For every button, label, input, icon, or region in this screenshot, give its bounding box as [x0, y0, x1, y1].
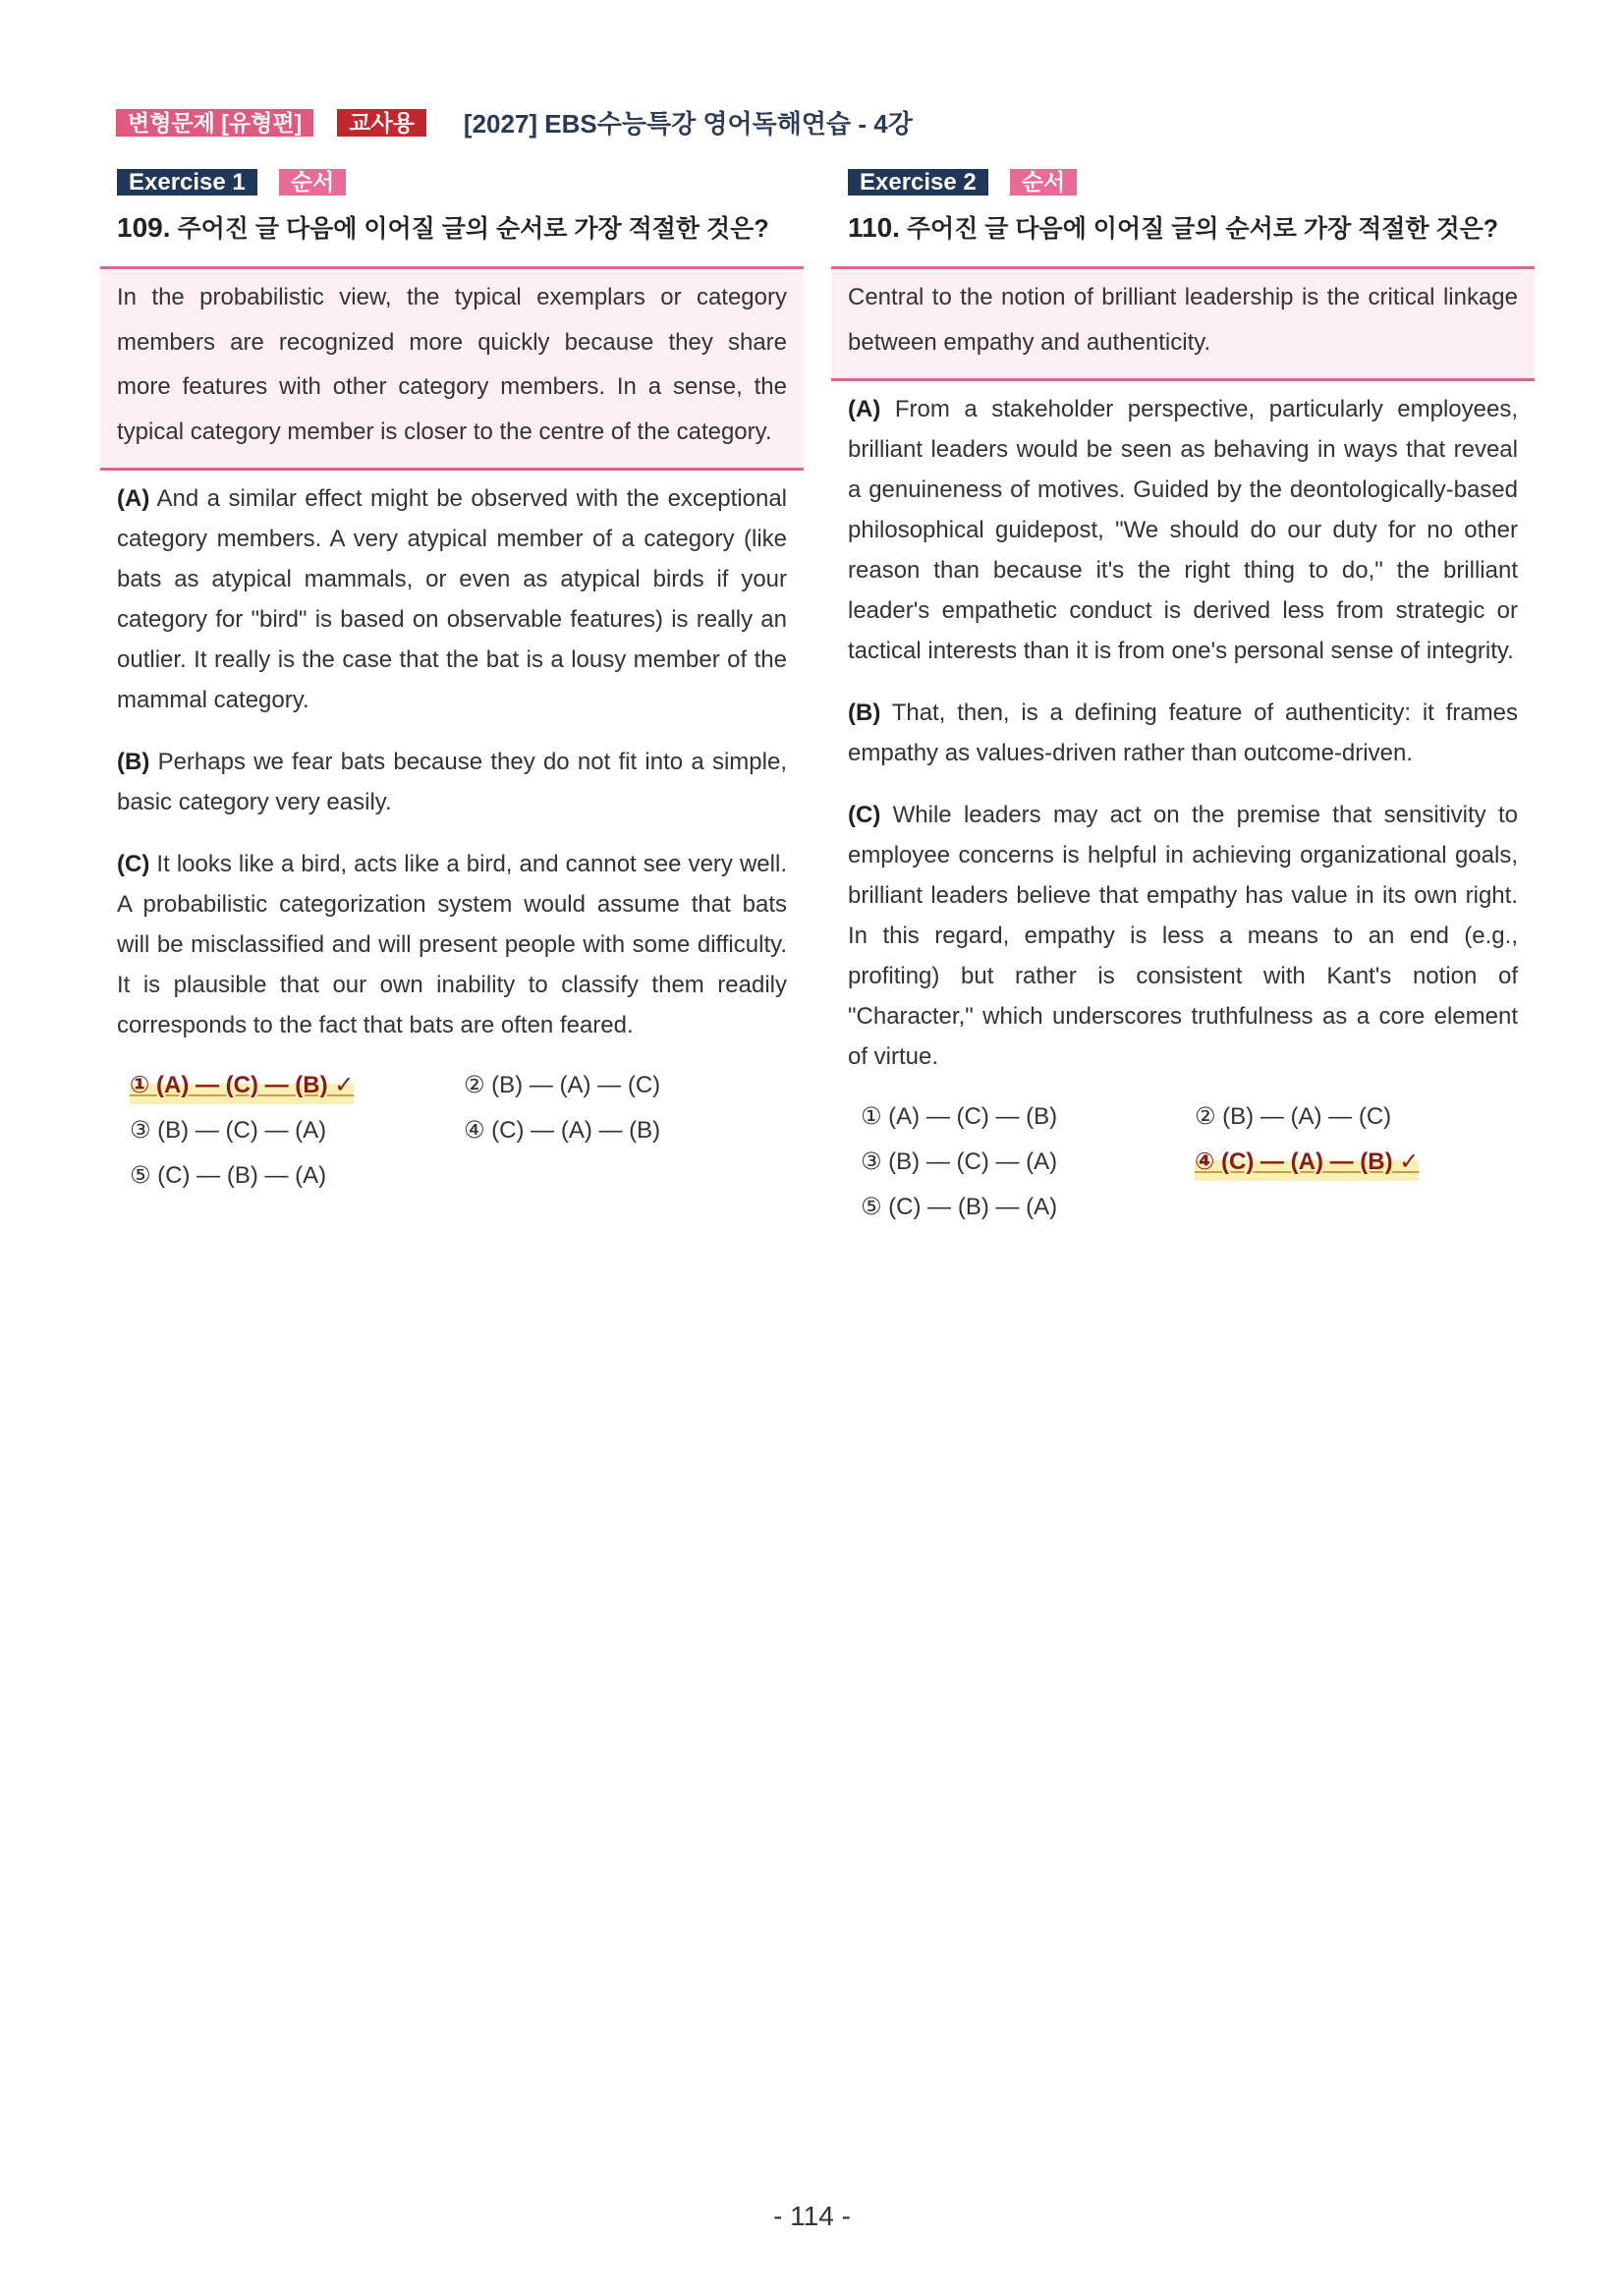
answer-choices: [831, 1098, 1535, 1226]
answer-choices: [100, 1067, 804, 1195]
teacher-tag: 교사용: [337, 109, 426, 137]
choice-5[interactable]: ⑤ (C) — (B) — (A): [861, 1194, 1058, 1220]
choice-3[interactable]: ③ (B) — (C) — (A): [130, 1117, 327, 1144]
given-passage: Central to the notion of brilliant leadership is the critical linkage between empathy and authenticity.: [831, 266, 1535, 381]
given-passage: In the probabilistic view, the typical exemplars or category members are recognized more quickly because they share more features with other category members. In a sense, the typical category member is closer to the centre of the category.: [100, 266, 804, 471]
choice-1[interactable]: ① (A) — (C) — (B): [861, 1103, 1058, 1130]
question-number: 109.: [117, 212, 171, 243]
question-text: 주어진 글 다음에 이어질 글의 순서로 가장 적절한 것은?: [177, 215, 769, 243]
paragraph-a: (A) From a stakeholder perspective, particularly employees, brilliant leaders would be seen as behaving in ways that reveal a genuineness of motives. Guided by the deontologically-based philosophical guidepost, "We should do our duty for no other reason than because it's the right thing to do," the brilliant leader's empathetic conduct is derived less from strategic or tactical interests than it is from one's personal sense of integrity.: [848, 396, 1518, 664]
choice-5[interactable]: ⑤ (C) — (B) — (A): [130, 1162, 327, 1189]
passage-paragraphs: [100, 478, 804, 1045]
paragraph-c: (C) While leaders may act on the premise that sensitivity to employee concerns is helpful in achieving organizational goals, brilliant leaders believe that empathy has value in its own right. In this regard, empathy is less a means to an end (e.g., profiting) but rather is consistent with Kant's notion of "Character," which underscores truthfulness as a core element of virtue.: [848, 802, 1518, 1070]
page-number: - 114 -: [773, 2201, 851, 2231]
page-header: [116, 104, 913, 140]
passage-paragraphs: [831, 389, 1535, 1077]
choice-4[interactable]: ④ (C) — (A) — (B): [464, 1117, 661, 1144]
choice-2[interactable]: ② (B) — (A) — (C): [1195, 1103, 1392, 1130]
paragraph-b: (B) Perhaps we fear bats because they do not fit into a simple, basic category very easily.: [117, 749, 787, 815]
exercise-1: [100, 169, 804, 1195]
question-number: 110.: [848, 212, 900, 243]
exercise-type-tag: 순서: [1010, 169, 1077, 196]
paragraph-c: (C) It looks like a bird, acts like a bird, and cannot see very well. A probabilistic categorization system would assume that bats will be misclassified and will present people with some difficulty. It is plausible that our own inability to classify them readily corresponds to the fact that bats are often feared.: [117, 851, 787, 1038]
exercise-2: [831, 169, 1535, 1226]
variant-tag: 변형문제 [유형편]: [116, 109, 313, 137]
exercise-type-tag: 순서: [279, 169, 346, 196]
question-text: 주어진 글 다음에 이어질 글의 순서로 가장 적절한 것은?: [906, 215, 1499, 243]
exercise-label: Exercise 1: [117, 169, 257, 196]
exercise-head: [848, 169, 1535, 196]
paragraph-a: (A) And a similar effect might be observed with the exceptional category members. A very atypical member of a category (like bats as atypical mammals, or even as atypical birds if your category for "bird" is based on observable features) is really an outlier. It really is the case that the bat is a lousy member of the mammal category.: [117, 485, 787, 713]
choice-2[interactable]: ② (B) — (A) — (C): [464, 1072, 661, 1098]
exercise-head: [117, 169, 804, 196]
question: [117, 209, 804, 245]
page-title: [2027] EBS수능특강 영어독해연습 - 4강: [463, 109, 913, 139]
exercise-label: Exercise 2: [848, 169, 988, 196]
choice-3[interactable]: ③ (B) — (C) — (A): [861, 1148, 1058, 1175]
choice-4[interactable]: ④ (C) — (A) — (B) ✓: [1195, 1144, 1419, 1181]
question: [848, 209, 1535, 245]
choice-1[interactable]: ① (A) — (C) — (B) ✓: [130, 1067, 354, 1104]
paragraph-b: (B) That, then, is a defining feature of authenticity: it frames empathy as values-driven rather than outcome-driven.: [848, 700, 1518, 766]
